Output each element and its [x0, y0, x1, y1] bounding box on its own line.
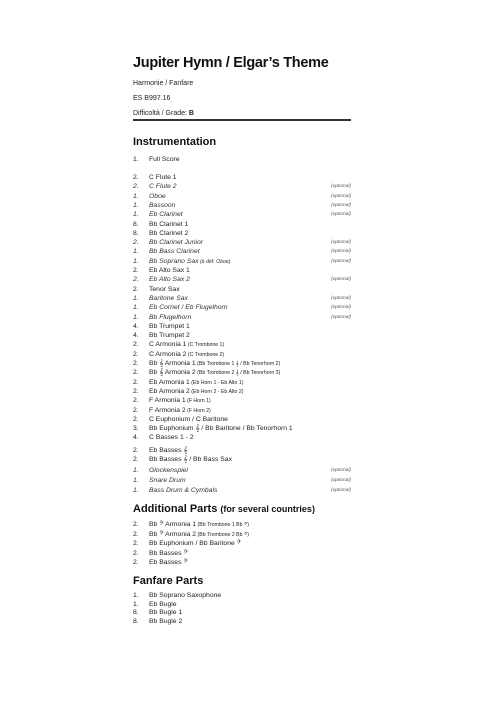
- part-row: [133, 182, 351, 191]
- optional-note: (optional): [331, 468, 351, 473]
- part-name: [149, 476, 186, 485]
- part-quantity: 2.: [133, 456, 139, 464]
- part-name-text: Eb Basses 𝄞: [149, 447, 188, 454]
- part-name: [149, 415, 228, 424]
- part-name-text: C Flute 2: [149, 183, 177, 191]
- part-name: [149, 549, 188, 558]
- part-quantity: 2.: [133, 415, 139, 423]
- part-name-text: Eb Clarinet: [149, 211, 183, 219]
- part-quantity: 1.: [133, 201, 139, 209]
- part-quantity: 1.: [133, 211, 139, 219]
- part-name-text: Bb Flugelhorn: [149, 313, 192, 321]
- part-name-text: Eb Alto Sax 2: [149, 276, 190, 284]
- part-row: [133, 486, 351, 495]
- part-name-text: Bb Bugle 1: [149, 609, 183, 617]
- part-name: [149, 303, 228, 312]
- instrumentation-heading: Instrumentation: [133, 136, 217, 148]
- part-name: [149, 486, 217, 495]
- part-name-text: Bb Soprano Sax: [149, 257, 199, 265]
- part-quantity: 2.: [133, 397, 139, 405]
- part-name-text: Eb Bugle: [149, 600, 177, 608]
- part-row: [133, 303, 351, 312]
- part-note: (F Horn 2): [185, 407, 211, 414]
- part-name-text: C Armonia 2: [149, 350, 187, 358]
- part-name-text: Eb Alto Sax 1: [149, 267, 190, 274]
- part-quantity: 1.: [133, 257, 139, 265]
- optional-note: (optional): [331, 202, 351, 208]
- part-quantity: 3.: [133, 425, 139, 433]
- part-name: [149, 313, 191, 322]
- part-row: [133, 530, 351, 539]
- part-name-text: Eb Armonia 2: [149, 387, 190, 395]
- part-name-text: Bb 𝄢 Armonia 1: [149, 521, 197, 528]
- part-name: [149, 285, 180, 294]
- part-quantity: 1.: [133, 592, 139, 599]
- part-quantity: 2.: [133, 285, 139, 293]
- part-note: (Eb Horn 1 - Eb Alto 1): [189, 379, 244, 386]
- part-row: [133, 173, 351, 182]
- part-quantity: 2.: [133, 549, 139, 557]
- part-quantity: 2.: [133, 276, 139, 284]
- part-row: [133, 155, 351, 164]
- part-quantity: 8.: [133, 229, 139, 237]
- part-row: [133, 446, 351, 455]
- part-row: [133, 350, 351, 359]
- part-name: [149, 446, 187, 455]
- optional-note: (optional): [331, 314, 351, 320]
- part-quantity: 4.: [133, 322, 139, 330]
- part-quantity: 1.: [133, 487, 139, 494]
- optional-note: (optional): [331, 240, 351, 246]
- part-quantity: 2.: [133, 360, 139, 367]
- part-quantity: 1.: [133, 294, 139, 302]
- grade-line: [133, 110, 194, 117]
- part-name: [149, 617, 182, 626]
- part-name: [149, 539, 241, 548]
- part-row: [133, 313, 351, 322]
- part-row: [133, 229, 351, 238]
- part-name-text: Tenor Sax: [149, 285, 180, 293]
- part-name: [149, 173, 177, 182]
- part-note: (Eb Horn 2 - Eb Alto 2): [189, 388, 244, 395]
- part-name-text: Glockenspiel: [149, 467, 188, 474]
- part-quantity: 2.: [133, 378, 139, 386]
- catalog-code: ES B997.16: [133, 95, 171, 102]
- part-quantity: 2.: [133, 174, 139, 181]
- part-row: [133, 247, 351, 256]
- part-name: [149, 182, 177, 191]
- optional-note: (optional): [331, 212, 351, 218]
- part-name: [149, 220, 188, 229]
- part-row: [133, 238, 351, 247]
- part-row: [133, 617, 351, 626]
- part-row: [133, 466, 351, 475]
- part-note: (Bb Trombone 1 𝄞 / Bb Tenorhorn 2): [195, 361, 281, 367]
- part-note: (F Horn 1): [185, 398, 211, 405]
- part-row: [133, 201, 351, 210]
- part-quantity: 2.: [133, 530, 139, 538]
- part-note: (à déf. Oboe): [198, 258, 231, 265]
- part-row: [133, 340, 351, 349]
- part-row: [133, 415, 351, 424]
- part-name-text: C Basses 1 - 2: [149, 434, 194, 442]
- part-quantity: 8.: [133, 609, 139, 617]
- part-row: [133, 520, 351, 529]
- optional-note: (optional): [331, 258, 351, 264]
- part-row: [133, 387, 351, 396]
- grade-value: B: [188, 110, 194, 117]
- part-row: [133, 455, 351, 464]
- part-quantity: 2.: [133, 387, 139, 395]
- part-row: [133, 549, 351, 558]
- part-quantity: 1.: [133, 192, 139, 200]
- part-row: [133, 406, 351, 415]
- part-name-text: Baritone Sax: [149, 294, 188, 302]
- part-name-text: Oboe: [149, 192, 166, 200]
- part-name-text: Bassoon: [149, 201, 176, 209]
- part-name-text: Bb Bass Clarinet: [149, 248, 200, 256]
- part-quantity: 8.: [133, 617, 139, 625]
- part-row: [133, 322, 351, 331]
- part-quantity: 2.: [133, 341, 139, 349]
- part-quantity: 2.: [133, 239, 139, 247]
- part-row: [133, 275, 351, 284]
- part-name-text: Bb Soprano Saxophone: [149, 592, 222, 599]
- part-name-text: Eb Armonia 1: [149, 378, 190, 386]
- fanfare-parts-heading: Fanfare Parts: [133, 575, 204, 587]
- part-quantity: 2.: [133, 559, 139, 566]
- part-name-text: Bb Trumpet 1: [149, 322, 190, 330]
- optional-note: (optional): [331, 193, 351, 199]
- part-name-text: Bb Euphonium / Bb Baritone 𝄢: [149, 540, 242, 547]
- category-text: Harmonie / Fanfare: [133, 80, 194, 87]
- part-row: [133, 424, 351, 433]
- part-quantity: 2.: [133, 369, 139, 377]
- part-name: [149, 294, 188, 303]
- optional-note: (optional): [331, 488, 351, 493]
- part-name-text: Eb Basses 𝄢: [149, 559, 188, 566]
- part-name-text: Bb 𝄢 Armonia 2: [149, 530, 197, 538]
- page-title: Jupiter Hymn / Elgar’s Theme: [133, 55, 329, 71]
- part-name: [149, 558, 188, 567]
- part-quantity: 1.: [133, 304, 139, 312]
- part-row: [133, 378, 351, 387]
- part-name: [149, 275, 190, 284]
- part-name-text: F Armonia 2: [149, 406, 186, 414]
- part-quantity: 1.: [133, 600, 139, 608]
- part-name: [149, 266, 190, 275]
- part-name-text: C Euphonium / C Baritone: [149, 415, 228, 423]
- part-note: (Bb Trombone 2 𝄞 / Bb Tenorhorn 3): [195, 370, 281, 377]
- part-row: [133, 257, 351, 266]
- part-name: [149, 210, 183, 219]
- part-name-text: Bb Euphonium 𝄞 / Bb Baritone / Bb Tenorhorn 1: [149, 425, 293, 433]
- part-row: [133, 192, 351, 201]
- part-name: [149, 247, 200, 256]
- part-quantity: 2.: [133, 183, 139, 191]
- part-row: [133, 433, 351, 442]
- part-quantity: 1.: [133, 477, 139, 484]
- part-row: [133, 210, 351, 219]
- part-name-text: Bb Clarinet Junior: [149, 239, 204, 247]
- part-quantity: 1.: [133, 313, 139, 321]
- part-name-text: Bb Basses 𝄢: [149, 549, 188, 557]
- part-row: [133, 558, 351, 567]
- additional-parts-title: Additional Parts: [133, 503, 218, 515]
- part-name-text: Bb 𝄞 Armonia 2: [149, 369, 196, 377]
- part-note: (Bb Trombone 2 Bb 𝄢): [196, 531, 250, 538]
- part-name-text: Eb Cornet / Eb Flugelhorn: [149, 304, 228, 312]
- optional-note: (optional): [331, 249, 351, 255]
- part-row: [133, 220, 351, 229]
- part-name: [149, 229, 188, 238]
- part-note: (Bb Trombone 1 Bb 𝄢): [196, 522, 250, 528]
- part-note: (C Trombone 2): [186, 351, 225, 358]
- optional-note: (optional): [331, 295, 351, 301]
- part-row: [133, 359, 351, 368]
- part-row: [133, 476, 351, 485]
- optional-note: (optional): [331, 184, 351, 190]
- part-name-text: Bb Basses 𝄞 / Bb Bass Sax: [149, 456, 232, 464]
- optional-note: (optional): [331, 305, 351, 311]
- part-name-text: Bb 𝄞 Armonia 1: [149, 360, 196, 367]
- part-quantity: 2.: [133, 447, 139, 454]
- part-quantity: 2.: [133, 350, 139, 358]
- part-quantity: 4.: [133, 434, 139, 442]
- part-name-text: Bb Bugle 2: [149, 617, 183, 625]
- part-name-text: Bb Clarinet 1: [149, 220, 189, 228]
- part-name-text: Bb Trumpet 2: [149, 332, 190, 340]
- part-row: [133, 331, 351, 340]
- part-name: [149, 155, 180, 164]
- part-name: [149, 192, 166, 201]
- part-name: [149, 433, 194, 442]
- part-name: [149, 201, 175, 210]
- optional-note: (optional): [331, 277, 351, 283]
- part-name-text: C Armonia 1: [149, 341, 187, 349]
- part-note: (C Trombone 1): [186, 342, 225, 349]
- part-name-text: Snare Drum: [149, 477, 186, 484]
- part-row: [133, 266, 351, 275]
- part-name-text: Full Score: [149, 156, 180, 163]
- part-name-text: Bass Drum & Cymbals: [149, 487, 218, 494]
- part-row: [133, 368, 351, 377]
- additional-parts-subtitle: (for several countries): [220, 504, 315, 514]
- part-row: [133, 285, 351, 294]
- part-quantity: 2.: [133, 540, 139, 547]
- part-quantity: 2.: [133, 406, 139, 414]
- part-row: [133, 539, 351, 548]
- part-quantity: 2.: [133, 267, 139, 274]
- part-quantity: 1.: [133, 467, 139, 474]
- part-name: [149, 466, 188, 475]
- part-name-text: F Armonia 1: [149, 397, 186, 405]
- part-name: [149, 238, 203, 247]
- part-row: [133, 294, 351, 303]
- part-quantity: 1.: [133, 156, 139, 163]
- grade-label: Difficoltà / Grade:: [133, 110, 187, 117]
- optional-note: (optional): [331, 478, 351, 483]
- part-name-text: Bb Clarinet 2: [149, 229, 189, 237]
- part-quantity: 4.: [133, 332, 139, 340]
- additional-parts-heading: [133, 503, 315, 515]
- title-divider: [133, 119, 351, 121]
- part-quantity: 2.: [133, 521, 139, 528]
- part-row: [133, 396, 351, 405]
- part-quantity: 1.: [133, 248, 139, 256]
- part-quantity: 8.: [133, 220, 139, 228]
- part-name: [149, 424, 293, 433]
- part-name: [149, 455, 232, 464]
- part-name: [149, 331, 190, 340]
- part-name: [149, 322, 190, 331]
- part-name-text: C Flute 1: [149, 174, 177, 181]
